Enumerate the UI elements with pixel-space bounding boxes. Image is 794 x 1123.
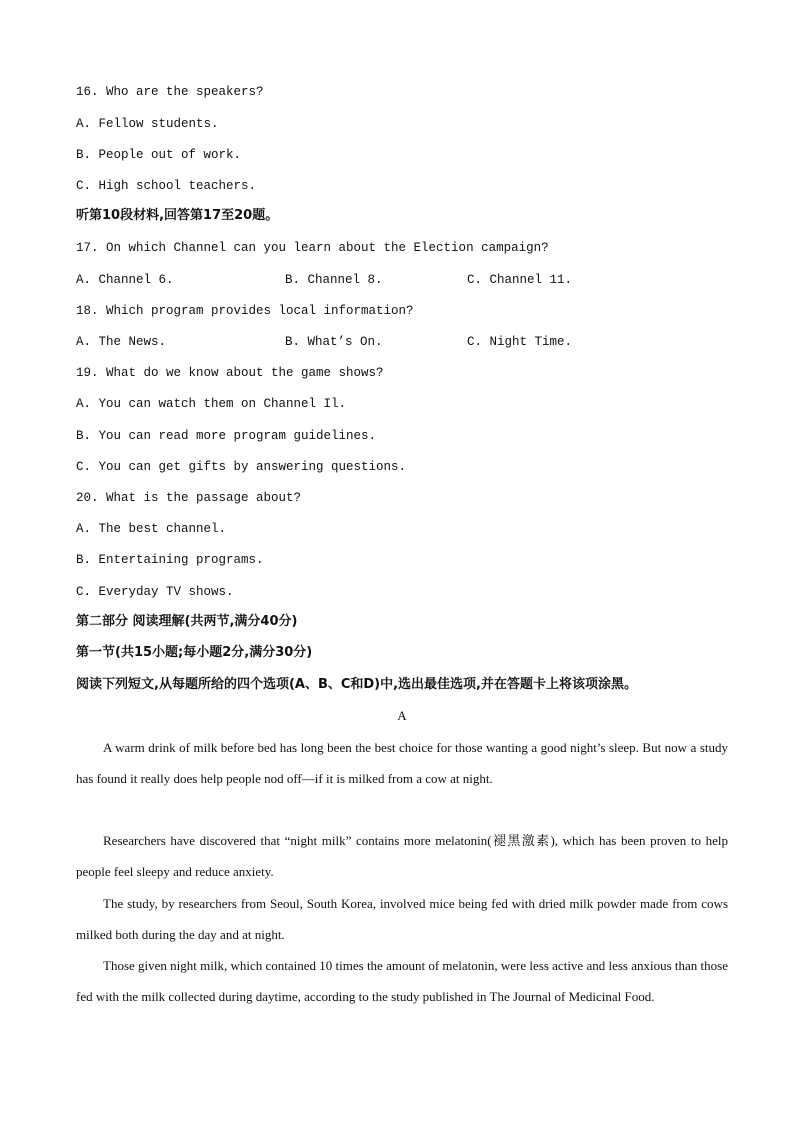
question-19-option-c: C. You can get gifts by answering questions. [76, 460, 407, 474]
section-10-heading: 听第10段材料,回答第17至20题。 [76, 208, 279, 223]
question-16-option-b: B. People out of work. [76, 148, 242, 162]
question-17-option-c: C. Channel 11. [467, 273, 573, 287]
question-20-option-a: A. The best channel. [76, 522, 227, 536]
question-16: 16. Who are the speakers? [76, 85, 264, 99]
question-18: 18. Which program provides local information? [76, 304, 414, 318]
question-17-option-a: A. Channel 6. [76, 273, 174, 287]
part-two-heading: 第二部分 阅读理解(共两节,满分40分) [76, 614, 298, 629]
question-20-option-b: B. Entertaining programs. [76, 553, 264, 567]
question-20-option-c: C. Everyday TV shows. [76, 585, 234, 599]
question-17: 17. On which Channel can you learn about the Election campaign? [76, 241, 549, 255]
question-20: 20. What is the passage about? [76, 491, 302, 505]
question-16-option-a: A. Fellow students. [76, 117, 219, 131]
question-18-option-b: B. What’s On. [285, 335, 383, 349]
question-19-option-b: B. You can read more program guidelines. [76, 429, 377, 443]
section-one-heading: 第一节(共15小题;每小题2分,满分30分) [76, 645, 313, 660]
passage-label: A [397, 708, 407, 723]
question-16-option-c: C. High school teachers. [76, 179, 257, 193]
reading-instructions: 阅读下列短文,从每题所给的四个选项(A、B、C和D)中,选出最佳选项,并在答题卡上将该项涂黑。 [76, 677, 638, 692]
passage-paragraph-3: The study, by researchers from Seoul, South Korea, involved mice being fed with dried milk powder made from cows milked both during the day and at night. [76, 896, 728, 942]
question-19: 19. What do we know about the game shows? [76, 366, 384, 380]
question-19-option-a: A. You can watch them on Channel Il. [76, 397, 347, 411]
question-17-option-b: B. Channel 8. [285, 273, 383, 287]
passage-paragraph-2: Researchers have discovered that “night milk” contains more melatonin(褪黑激素), which has been proven to help people feel sleepy and reduce anxiety. [76, 833, 728, 879]
passage-paragraph-1: A warm drink of milk before bed has long been the best choice for those wanting a good night’s sleep. But now a study has found it really does help people nod off—if it is milked from a cow at night. [76, 740, 728, 786]
question-18-option-c: C. Night Time. [467, 335, 573, 349]
passage-paragraph-4: Those given night milk, which contained 10 times the amount of melatonin, were less active and less anxious than those fed with the milk collected during daytime, according to the study published in The Journal of Medicinal Food. [76, 958, 728, 1004]
question-18-option-a: A. The News. [76, 335, 167, 349]
